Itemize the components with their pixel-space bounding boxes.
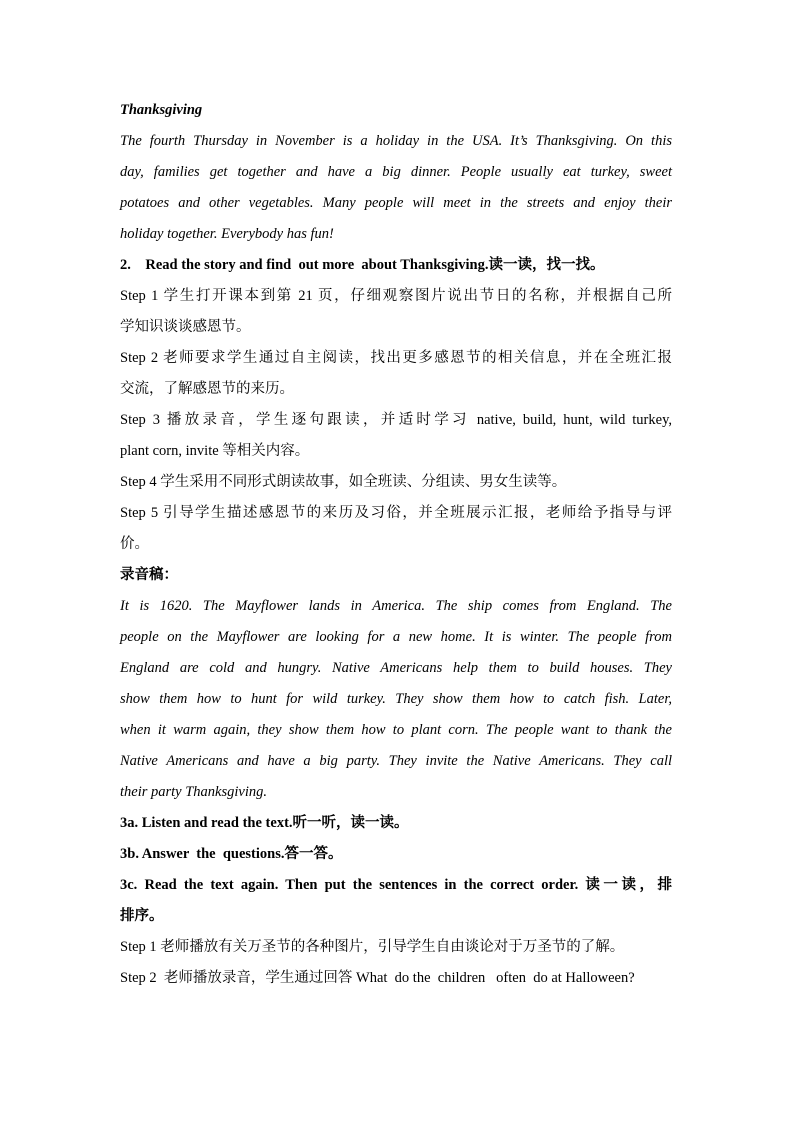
script-paragraph — [120, 591, 672, 808]
section-3c-heading-continued: 排序。 — [120, 908, 164, 924]
section-3c-heading-en: 3c. Read the text again. Then put the sentences in the correct order. — [120, 877, 579, 893]
section-2-heading-cn: 读一读，找一找。 — [488, 257, 605, 273]
section-3b-heading-en: 3b. Answer the questions. — [120, 846, 285, 862]
section-3a-heading — [120, 808, 672, 839]
section-2-heading-en: 2. Read the story and find out more about Thanksgiving. — [120, 257, 489, 273]
steps-list-a — [120, 281, 672, 560]
step-line: Step 4 学生采用不同形式朗读故事，如全班读、分组读、男女生读等。 — [120, 474, 567, 490]
section-3a-heading-en: 3a. Listen and read the text. — [120, 815, 293, 831]
step-line: Step 1 老师播放有关万圣节的各种图片，引导学生自由谈论对于万圣节的了解。 — [120, 939, 625, 955]
section-3b-heading — [120, 839, 672, 870]
story-paragraph — [120, 126, 672, 250]
script-line: It is 1620. The Mayflower lands in America. The ship comes from England. The — [120, 598, 672, 614]
story-line: holiday together. Everybody has fun! — [120, 226, 334, 242]
script-line: when it warm again, they show them how to plant corn. The people want to thank the — [120, 722, 672, 738]
script-heading: 录音稿： — [120, 567, 178, 583]
step-line: Step 2 老师播放录音，学生通过回答 What do the children often do at Halloween? — [120, 970, 635, 986]
step-line: 学知识谈谈感恩节。 — [120, 319, 251, 335]
story-line: potatoes and other vegetables. Many people will meet in the streets and enjoy their — [120, 195, 672, 211]
step-line: 交流，了解感恩节的来历。 — [120, 381, 294, 397]
script-line: their party Thanksgiving. — [120, 784, 268, 800]
step-line: Step 3 播放录音，学生逐句跟读，并适时学习 native, build, hunt, wild turkey, — [120, 412, 672, 428]
script-line: show them how to hunt for wild turkey. They show them how to catch fish. Later, — [120, 691, 672, 707]
story-line: The fourth Thursday in November is a holiday in the USA. It’s Thanksgiving. On this — [120, 133, 672, 149]
section-2-heading — [120, 250, 672, 281]
step-line: plant corn, invite 等相关内容。 — [120, 443, 310, 459]
script-line: people on the Mayflower are looking for a new home. It is winter. The people from — [120, 629, 672, 645]
step-line: 价。 — [120, 536, 149, 552]
story-line: day, families get together and have a big dinner. People usually eat turkey, sweet — [120, 164, 672, 180]
step-line: Step 1 学生打开课本到第 21 页，仔细观察图片说出节日的名称，并根据自己所 — [120, 288, 672, 304]
step-line: Step 5 引导学生描述感恩节的来历及习俗，并全班展示汇报，老师给予指导与评 — [120, 505, 672, 521]
section-3a-heading-cn: 听一听，读一读。 — [292, 815, 409, 831]
steps-list-b — [120, 932, 672, 994]
section-3b-heading-cn: 答一答。 — [284, 846, 343, 862]
document-page — [120, 95, 672, 994]
step-line: Step 2 老师要求学生通过自主阅读，找出更多感恩节的相关信息，并在全班汇报 — [120, 350, 672, 366]
script-line: England are cold and hungry. Native Americans help them to build houses. They — [120, 660, 672, 676]
section-3c-heading — [120, 870, 672, 901]
story-title: Thanksgiving — [120, 102, 203, 118]
script-line: Native Americans and have a big party. They invite the Native Americans. They call — [120, 753, 672, 769]
section-3c-heading-cn: 读一读，排 — [585, 877, 673, 893]
